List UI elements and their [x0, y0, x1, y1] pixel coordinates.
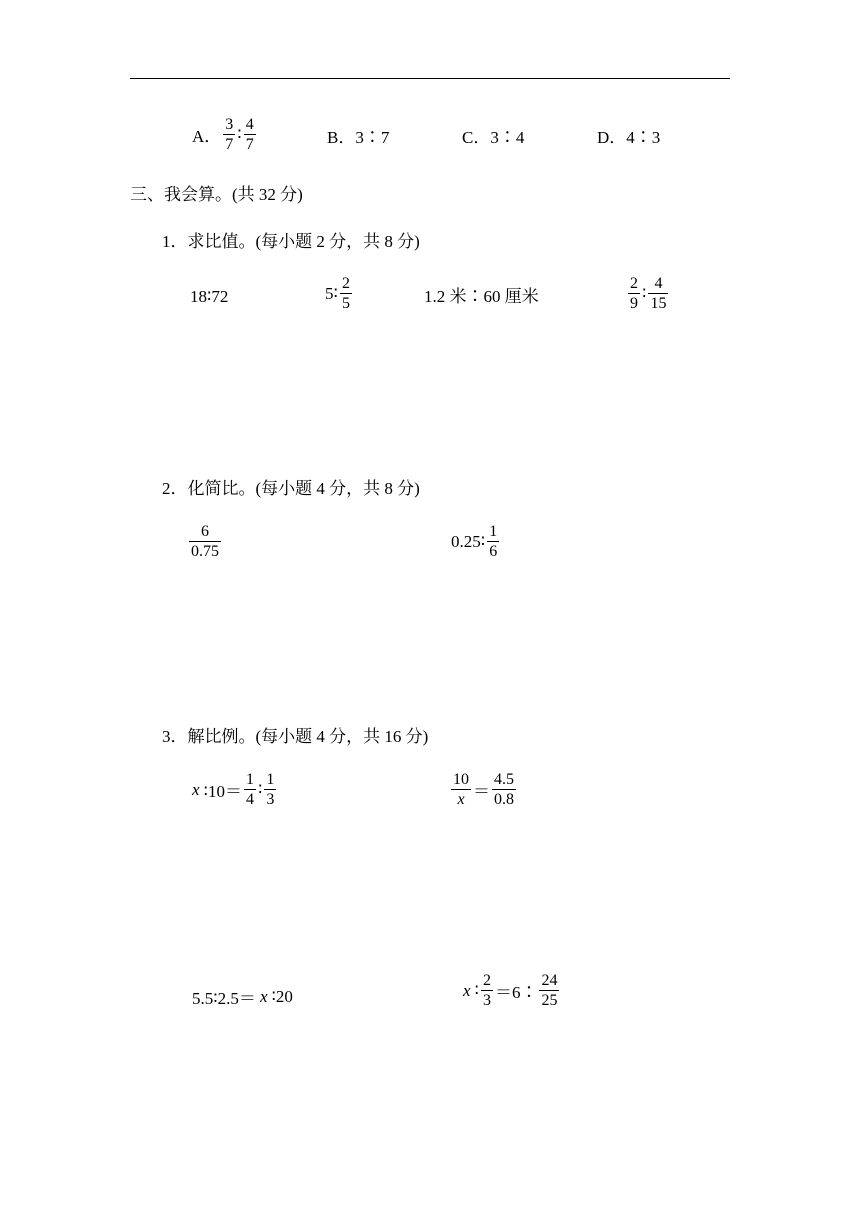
- q3-title: 3．解比例。(每小题 4 分，共 16 分): [162, 727, 429, 746]
- header-rule: [130, 78, 730, 79]
- q2-item-b: 0.25∶ $\frac{1}{6}$: [451, 523, 498, 560]
- fraction: $\frac{24}{25}$: [541, 972, 558, 1009]
- fraction: $\frac{3}{7}$: [225, 116, 234, 153]
- q3-item-b: $\frac{10}{x}$ ＝ $\frac{4.5}{0.8}$: [453, 771, 514, 808]
- q1-item-c: 1.2 米∶60 厘米: [424, 287, 539, 306]
- q1-item-b: 5∶ $\frac{2}{5}$: [325, 275, 350, 312]
- q1-item-a: 18∶72: [190, 287, 229, 306]
- option-c: C．3∶4: [462, 128, 525, 147]
- fraction: $\frac{2}{9}$: [630, 275, 638, 312]
- fraction: $\frac{4.5}{0.8}$: [494, 771, 514, 808]
- fraction: $\frac{10}{x}$: [453, 771, 469, 808]
- q3-item-d: x ∶ $\frac{2}{3}$ ＝6∶ $\frac{24}{25}$: [463, 972, 558, 1009]
- q3-item-c: 5.5∶2.5＝ x ∶20: [192, 986, 293, 1008]
- q3-item-a: x ∶10＝ $\frac{1}{4}$ ∶ $\frac{1}{3}$: [192, 771, 275, 808]
- fraction: $\frac{2}{3}$: [482, 972, 491, 1009]
- fraction: $\frac{4}{15}$: [650, 275, 667, 312]
- fraction: $\frac{4}{7}$: [245, 116, 254, 153]
- option-d: D．4∶3: [597, 128, 661, 147]
- option-b: B．3∶7: [327, 128, 390, 147]
- fraction: $\frac{1}{3}$: [266, 771, 275, 808]
- fraction: $\frac{1}{4}$: [245, 771, 254, 808]
- q2-title: 2．化简比。(每小题 4 分，共 8 分): [162, 479, 420, 498]
- option-a-label: A．: [192, 127, 222, 146]
- q1-title: 1．求比值。(每小题 2 分，共 8 分): [162, 232, 420, 251]
- fraction: $\frac{2}{5}$: [341, 275, 350, 312]
- q1-item-d: $\frac{2}{9}$ ∶ $\frac{4}{15}$: [630, 275, 667, 312]
- fraction: $\frac{1}{6}$: [489, 523, 498, 560]
- q2-item-a: [189, 522, 221, 561]
- fraction: $\frac{6}{0.75}$: [191, 523, 219, 560]
- option-a: A． $\frac{3}{7}$ ∶ $\frac{4}{7}$: [192, 116, 254, 153]
- section-title: 三、我会算。(共 32 分): [130, 185, 303, 204]
